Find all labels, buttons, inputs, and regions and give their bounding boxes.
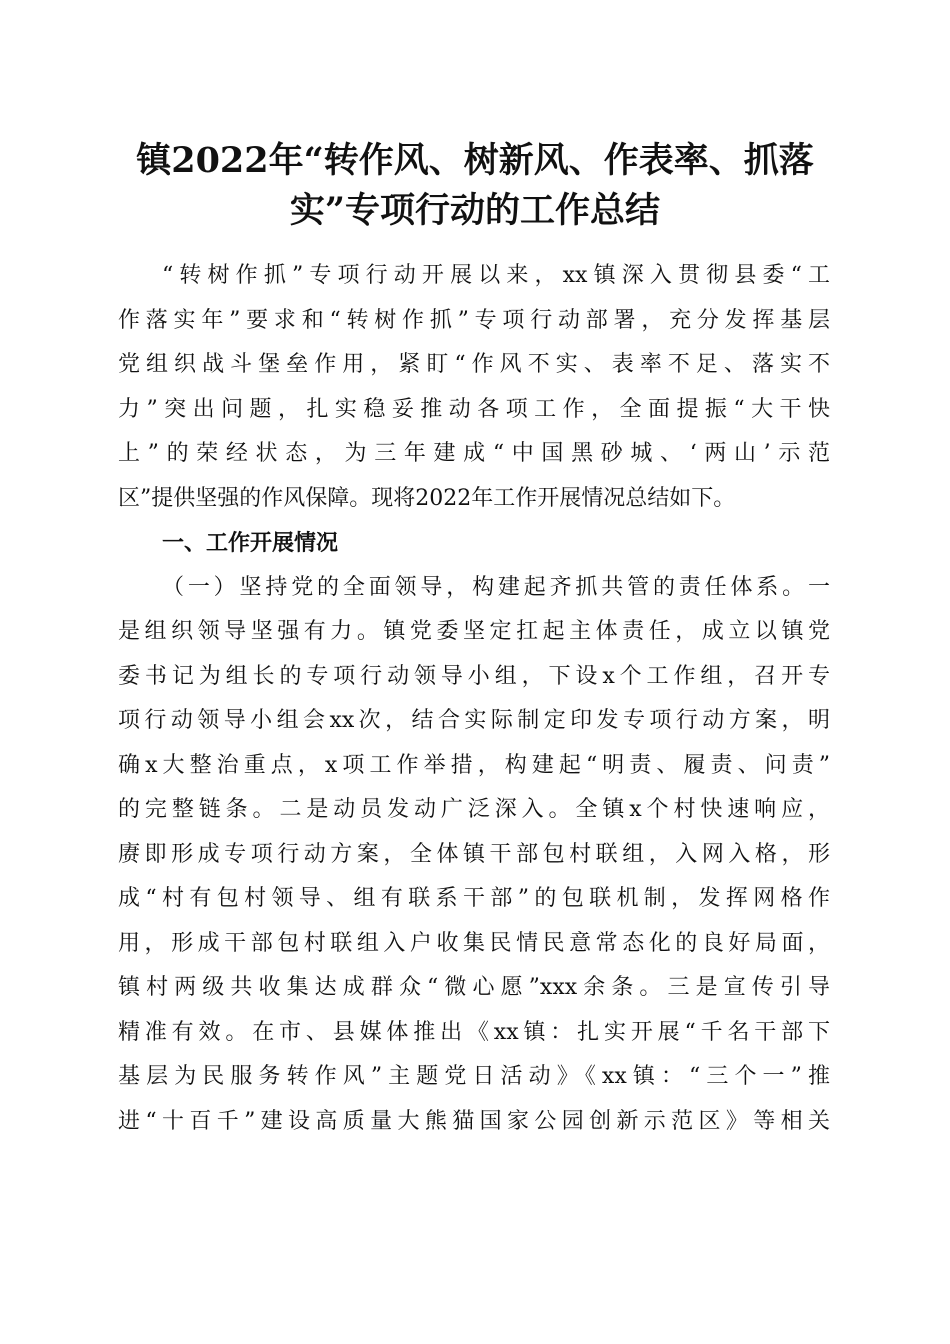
section-line: 是组织领导坚强有力。镇党委坚定扛起主体责任，成立以镇党: [118, 619, 830, 644]
intro-line: 力”突出问题，扎实稳妥推动各项工作，全面提振“大干快: [118, 396, 830, 422]
section-line: 项行动领导小组会xx次，结合实际制定印发专项行动方案，明: [118, 708, 830, 733]
section-line: 基层为民服务转作风”主题党日活动》《xx镇：“三个一”推: [118, 1064, 830, 1089]
section-line: 精准有效。在市、县媒体推出《xx镇：扎实开展“千名干部下: [118, 1019, 830, 1045]
section-line: 成“村有包村领导、组有联系干部”的包联机制，发挥网格作: [118, 886, 830, 911]
section-line: 的完整链条。二是动员发动广泛深入。全镇x个村快速响应，: [118, 797, 830, 822]
section-line: 委书记为组长的专项行动领导小组，下设x个工作组，召开专: [118, 663, 830, 689]
section-paragraph: [118, 566, 830, 1145]
section-heading: 一、工作开展情况: [162, 530, 339, 556]
document-body: [118, 254, 830, 1144]
intro-line: 作落实年”要求和“转树作抓”专项行动部署，充分发挥基层: [118, 307, 830, 333]
intro-line: 党组织战斗堡垒作用，紧盯“作风不实、表率不足、落实不: [118, 352, 830, 377]
title-line-2: 实”专项行动的工作总结: [289, 190, 661, 231]
intro-paragraph: [118, 254, 830, 521]
intro-line: 区”提供坚强的作风保障。现将2022年工作开展情况总结如下。: [118, 485, 736, 511]
section-line: 进“十百千”建设高质量大熊猫国家公园创新示范区》等相关: [118, 1108, 830, 1134]
section-line: 确x大整治重点，x项工作举措，构建起“明责、履责、问责”: [118, 752, 830, 778]
section-line: 镇村两级共收集达成群众“微心愿”xxx余条。三是宣传引导: [118, 975, 830, 1000]
intro-line: “转树作抓”专项行动开展以来，xx镇深入贯彻县委“工: [162, 263, 830, 288]
document-title: [100, 136, 850, 236]
section-line: 赓即形成专项行动方案，全体镇干部包村联组，入网入格，形: [118, 841, 830, 867]
intro-line: 上”的荣经状态，为三年建成“中国黑砂城、‘两山’示范: [118, 441, 830, 466]
section-line: 用，形成干部包村联组入户收集民情民意常态化的良好局面，: [118, 930, 830, 956]
section-line: （一）坚持党的全面领导，构建起齐抓共管的责任体系。一: [162, 574, 830, 600]
title-line-1: 镇2022年“转作风、树新风、作表率、抓落: [136, 140, 814, 181]
